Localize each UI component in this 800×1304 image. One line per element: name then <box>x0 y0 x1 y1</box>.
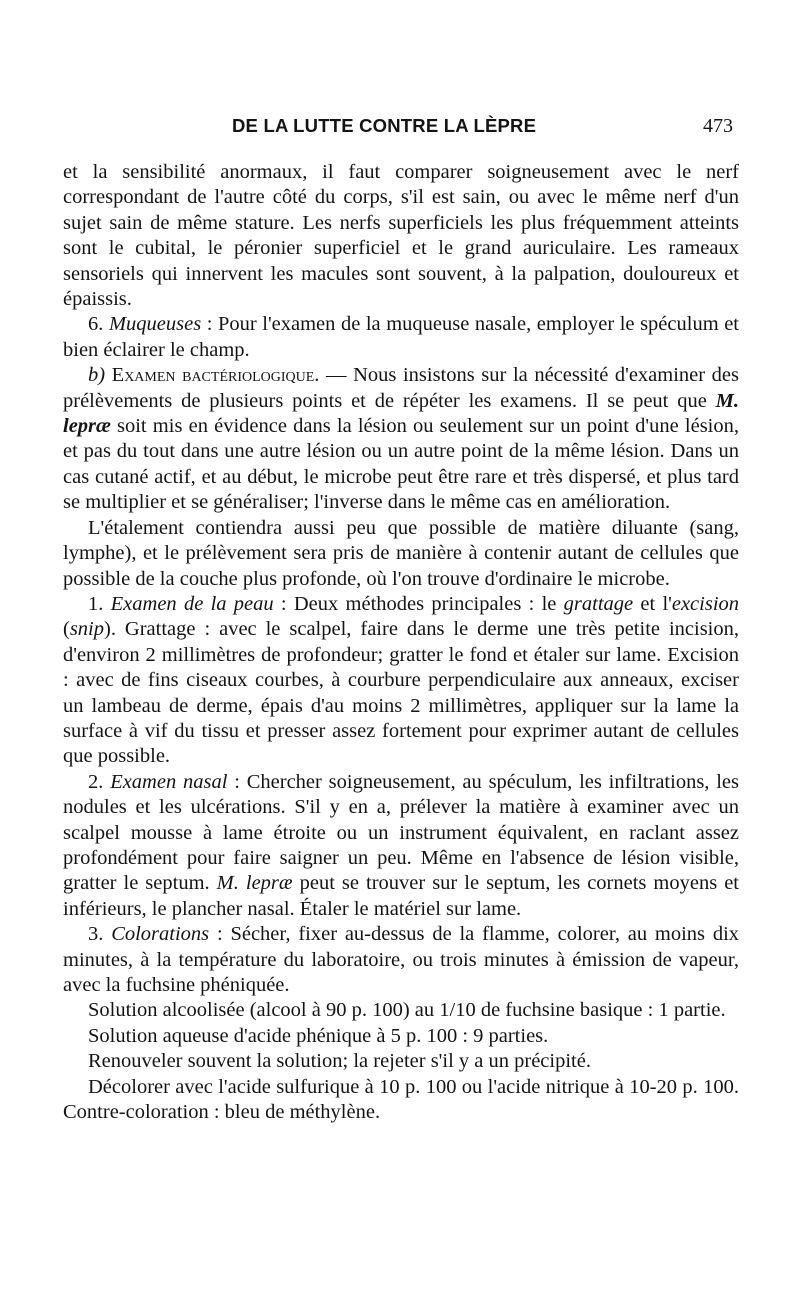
species-name: M. lepræ <box>216 872 293 895</box>
paragraph-text: Renouveler souvent la solution; la rejeter s'il y a un précipité. <box>88 1050 591 1073</box>
emphasis-snip: snip <box>69 618 105 641</box>
paragraph-nerves-continued <box>63 160 739 312</box>
paragraph-muqueuses <box>63 312 739 363</box>
section-letter: b) <box>88 364 106 387</box>
paragraph-text: ). Grattage : avec le scalpel, faire dans le derme une très petite incision, d'environ 2 millimètres de profondeur; gratter le fond et étaler sur lame. Excision : avec de fins ciseaux courbes, à courbure perpendiculaire aux anneaux, exciser un lambeau de derme, épais d'au moins 2 millimètres, appliquer sur la lame la surface à vif du tissu et presser assez fortement pour exprimer autant de cellules que possible. <box>63 618 739 768</box>
item-title: Examen nasal <box>110 770 228 793</box>
page-header <box>0 112 800 140</box>
paragraph-text: : Deux méthodes principales : le <box>273 592 564 615</box>
item-title: Colorations <box>111 923 210 946</box>
section-heading: Examen bactériologique. <box>111 364 320 387</box>
emphasis-excision: excision <box>671 592 740 615</box>
running-title: DE LA LUTTE CONTRE LA LÈPRE <box>232 115 537 136</box>
item-title: Examen de la peau <box>110 592 274 615</box>
paragraph-text: — Nous insistons sur la nécessité d'examiner des prélèvements de plusieurs points et de répéter les examens. Il se peut que <box>63 364 740 412</box>
paragraph-decolorer <box>63 1075 739 1126</box>
paragraph-text: : Chercher soigneusement, au spéculum, les infiltrations, les nodules et les ulcérations. S'il y en a, prélever la matière à examiner avec un scalpel mousse à lame étroite ou un instrument équivalent, en raclant assez profondément pour faire saigner un peu. Même en l'absence de lésion visible, gratter le septum. <box>63 770 739 895</box>
paragraph-examen-nasal <box>63 770 739 922</box>
paragraph-etalement <box>63 516 739 592</box>
page-number: 473 <box>703 115 733 137</box>
paragraph-text: Solution alcoolisée (alcool à 90 p. 100) au 1/10 de fuchsine basique : 1 partie. <box>88 999 726 1022</box>
page-body <box>63 160 739 1125</box>
paragraph-solution-alcoolisee <box>63 998 739 1023</box>
item-number: 1. <box>88 592 104 615</box>
paragraph-text: ( <box>63 618 70 641</box>
species-name: M. lepræ <box>63 389 739 438</box>
paragraph-text: et l' <box>633 592 672 615</box>
paragraph-text: L'étalement contiendra aussi peu que possible de matière diluante (sang, lymphe), et le prélèvement sera pris de manière à contenir autant de cellules que possible de la couche plus profonde, où l'on trouve d'ordinaire le microbe. <box>63 516 739 590</box>
paragraph-text: peut se trouver sur le septum, les cornets moyens et inférieurs, le plancher nasal. Étaler le matériel sur lame. <box>63 872 739 920</box>
paragraph-text: Solution aqueuse d'acide phénique à 5 p. 100 : 9 parties. <box>88 1024 549 1047</box>
paragraph-text: soit mis en évidence dans la lésion ou seulement sur un point d'une lésion, et pas du tout dans une autre lésion ou un autre point de la même lésion. Dans un cas cutané actif, et au début, le microbe peut être rare et très dispersé, et plus tard se multiplier et se généraliser; l'inverse dans le même cas en amélioration. <box>63 415 739 514</box>
paragraph-renouveler <box>63 1049 739 1074</box>
item-title: Muqueuses <box>108 313 202 336</box>
item-number: 6. <box>88 313 104 336</box>
paragraph-colorations <box>63 922 739 998</box>
item-number: 2. <box>88 770 104 793</box>
paragraph-examen-bacteriologique <box>63 363 739 515</box>
paragraph-solution-aqueuse <box>63 1024 739 1049</box>
paragraph-text: Décolorer avec l'acide sulfurique à 10 p. 100 ou l'acide nitrique à 10-20 p. 100. Contre-coloration : bleu de méthylène. <box>63 1075 739 1124</box>
emphasis-grattage: grattage <box>563 592 634 615</box>
paragraph-text: : Pour l'examen de la muqueuse nasale, employer le spéculum et bien éclairer le champ. <box>63 313 739 361</box>
item-number: 3. <box>88 923 104 946</box>
paragraph-examen-peau <box>63 592 739 770</box>
paragraph-text: : Sécher, fixer au-dessus de la flamme, colorer, au moins dix minutes, à la température du laboratoire, ou trois minutes à émission de vapeur, avec la fuchsine phéniquée. <box>63 923 740 996</box>
paragraph-text: et la sensibilité anormaux, il faut comparer soigneusement avec le nerf correspondant de l'autre côté du corps, s'il est sain, ou avec le même nerf d'un sujet sain de même stature. Les nerfs superficiels les plus fréquemment atteints sont le cubital, le péronier superficiel et le grand auriculaire. Les rameaux sensoriels qui innervent les macules sont souvent, à la palpation, douloureux et épaissis. <box>63 161 739 311</box>
